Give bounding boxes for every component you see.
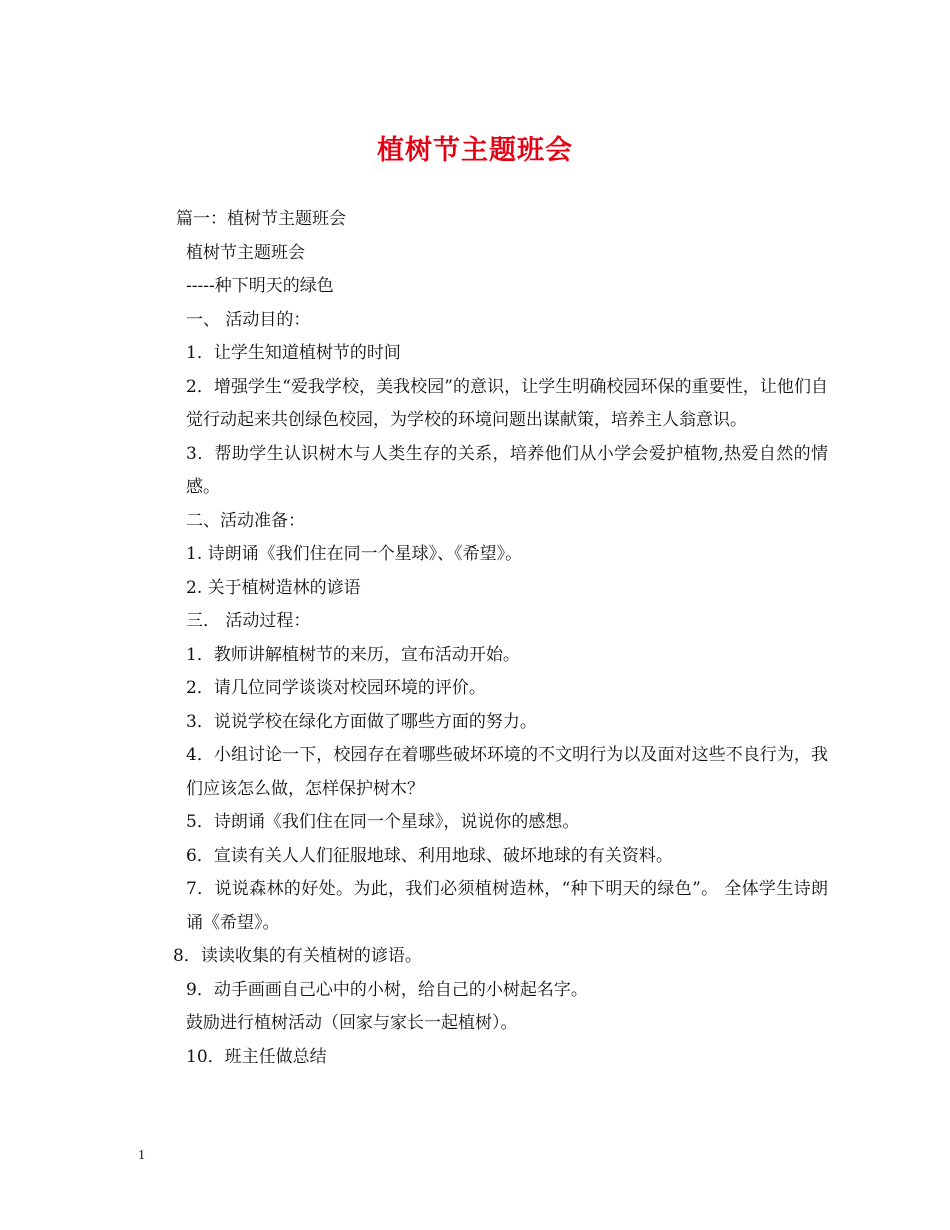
- list-item: 5．诗朗诵《我们住在同一个星球》，说说你的感想。: [186, 812, 580, 832]
- section-heading: 篇一：植树节主题班会: [176, 209, 346, 229]
- list-item: 鼓励进行植树活动（回家与家长一起植树）。: [186, 1013, 518, 1033]
- list-item: 3．说说学校在绿化方面做了哪些方面的努力。: [186, 711, 537, 732]
- document-body: [138, 203, 828, 1074]
- subtitle-slogan: -----种下明天的绿色: [186, 276, 334, 296]
- list-item: 2. 关于植树造林的谚语: [186, 577, 361, 598]
- list-item: 6．宣读有关人人们征服地球、利用地球、破坏地球的有关资料。: [186, 845, 673, 866]
- list-item: 1．让学生知道植树节的时间: [186, 343, 401, 363]
- sub-title: 植树节主题班会: [186, 242, 305, 263]
- list-item: 9．动手画画自己心中的小树，给自己的小树起名字。: [186, 979, 588, 1000]
- section-heading: 二、活动准备：: [186, 510, 305, 531]
- list-item: 8．读读收集的有关植树的谚语。: [173, 946, 422, 966]
- list-item: 2．请几位同学谈谈对校园环境的评价。: [186, 678, 486, 698]
- list-item: 7．说说森林的好处。为此，我们必须植树造林，“种下明天的绿色”。 全体学生诗朗诵《希望》。: [186, 879, 828, 933]
- list-item: 1. 诗朗诵《我们住在同一个星球》、《希望》。: [186, 544, 523, 564]
- section-heading: 一、 活动目的：: [186, 309, 311, 330]
- document-title: 植树节主题班会: [377, 135, 573, 166]
- page-number: 1: [138, 1148, 145, 1163]
- list-item: 10．班主任做总结: [186, 1046, 327, 1067]
- list-item: 3．帮助学生认识树木与人类生存的关系，培养他们从小学会爱护植物,热爱自然的情感。: [186, 443, 828, 497]
- list-item: 2．增强学生“爱我学校，美我校园”的意识，让学生明确校园环保的重要性，让他们自觉行动起来共创绿色校园，为学校的环境问题出谋献策，培养主人翁意识。: [186, 376, 828, 430]
- section-heading: 三． 活动过程：: [186, 611, 311, 631]
- list-item: 1．教师讲解植树节的来历，宣布活动开始。: [186, 644, 520, 665]
- list-item: 4．小组讨论一下，校园存在着哪些破坏环境的不文明行为以及面对这些不良行为，我们应该怎么做，怎样保护树木？: [186, 745, 828, 799]
